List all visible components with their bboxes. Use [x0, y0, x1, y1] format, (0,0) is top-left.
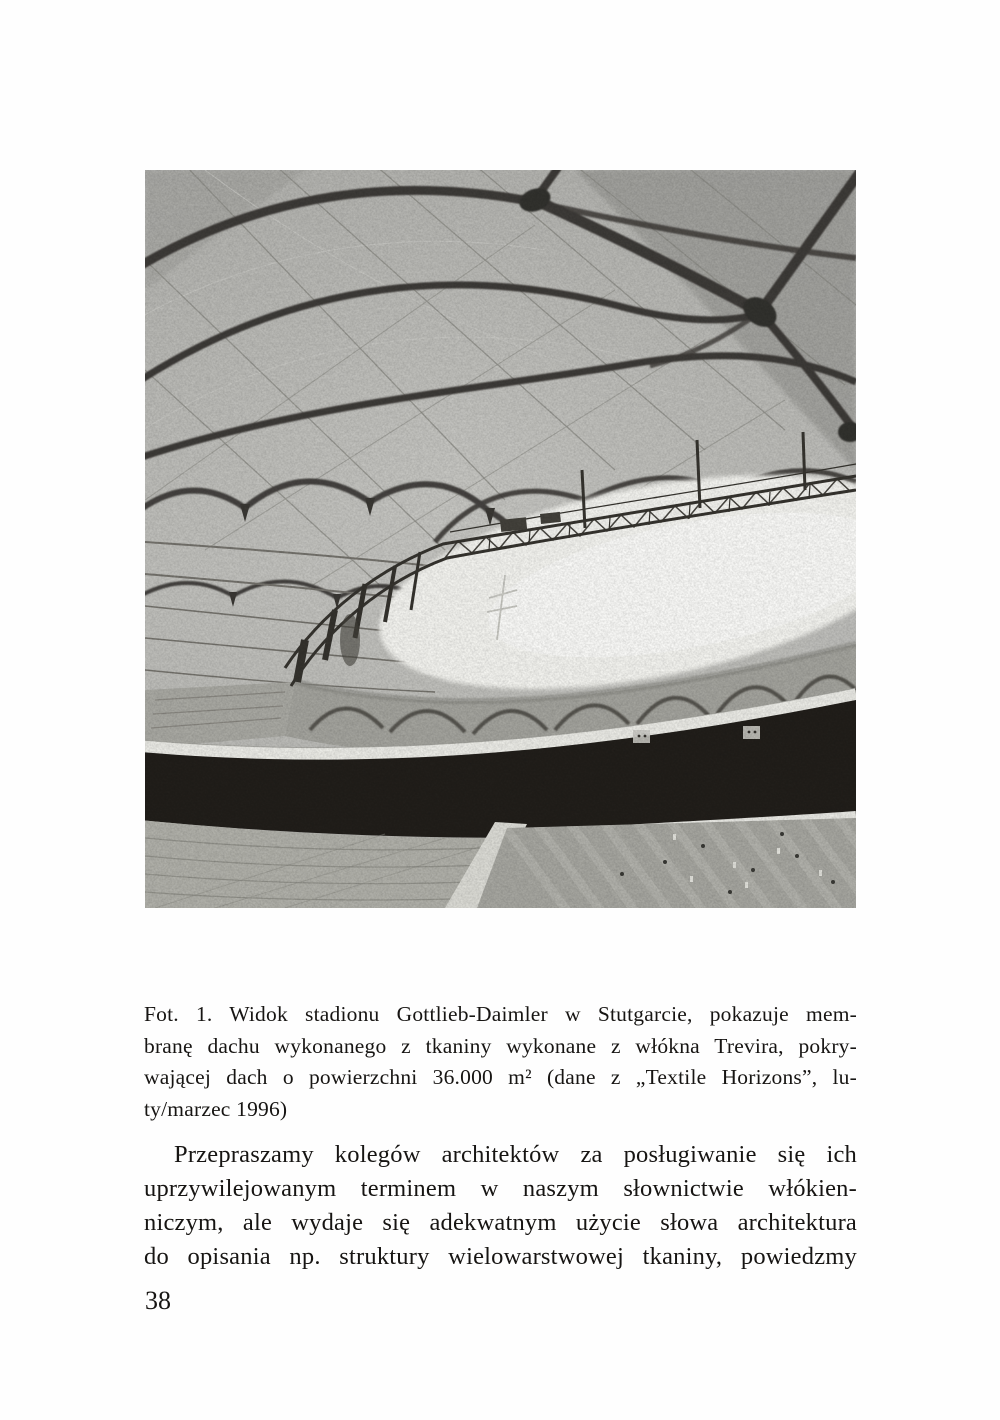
body-line: niczym, ale wydaje się adekwatnym użycie słowa architektura [144, 1209, 857, 1236]
caption-line: branę dachu wykonanego z tkaniny wykonane z włókna Trevira, pokry- [144, 1033, 857, 1058]
caption-line: Fot. 1. Widok stadionu Gottlieb-Daimler w Stutgarcie, pokazuje mem- [144, 1002, 857, 1026]
figure-caption [144, 999, 857, 1125]
page-number: 38 [145, 1286, 171, 1315]
body-line: uprzywilejowanym terminem w naszym słownictwie włókien- [144, 1175, 857, 1202]
caption-line: ty/marzec 1996) [144, 1096, 288, 1121]
caption-line: wającej dach o powierzchni 36.000 m² (dane z „Textile Horizons”, lu- [144, 1065, 857, 1090]
stadium-photo [145, 170, 856, 908]
body-paragraph [144, 1138, 857, 1274]
stadium-photo-illustration [145, 170, 856, 908]
halftone-blotch [145, 170, 856, 908]
body-line: do opisania np. struktury wielowarstwowej tkaniny, powiedzmy [144, 1243, 857, 1270]
body-line: Przepraszamy kolegów architektów za posługiwanie się ich [174, 1141, 857, 1168]
